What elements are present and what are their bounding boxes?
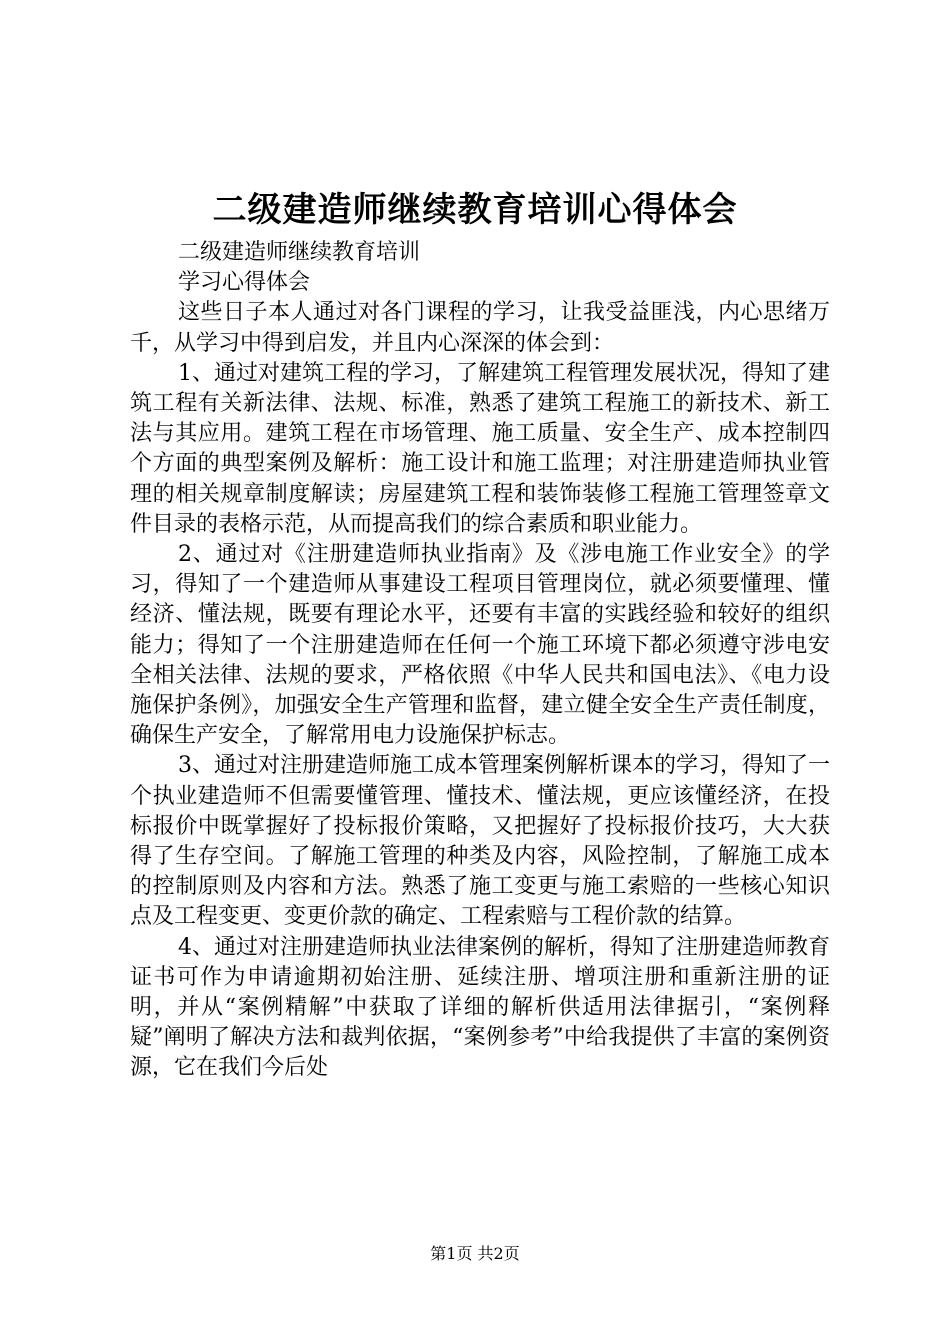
paragraph-2: 2、通过对《注册建造师执业指南》及《涉电施工作业安全》的学习，得知了一个建造师从事建设工程项目管理岗位，就必须要懂理、懂经济、懂法规，既要有理论水平，还要有丰富的实践经验和较好的组织能力；得知了一个注册建造师在任何一个施工环境下都必须遵守涉电安全相关法律、法规的要求，严格依照《中华人民共和国电法》、《电力设施保护条例》，加强安全生产管理和监督，建立健全安全生产责任制度，确保生产安全，了解常用电力设施保护标志。 <box>130 542 830 749</box>
document-body <box>130 238 830 1084</box>
paragraph-1: 1、通过对建筑工程的学习，了解建筑工程管理发展状况，得知了建筑工程有关新法律、法规、标准，熟悉了建筑工程施工的新技术、新工法与其应用。建筑工程在市场管理、施工质量、安全生产、成本控制四个方面的典型案例及解析：施工设计和施工监理；对注册建造师执业管理的相关规章制度解读；房屋建筑工程和装饰装修工程施工管理签章文件目录的表格示范，从而提高我们的综合素质和职业能力。 <box>130 360 830 537</box>
document-title: 二级建造师继续教育培训心得体会 <box>212 190 738 230</box>
paragraph-4: 4、通过对注册建造师执业法律案例的解析，得知了注册建造师教育证书可作为申请逾期初始注册、延续注册、增项注册和重新注册的证明，并从“案例精解”中获取了详细的解析供适用法律据引，“案例释疑”阐明了解决方法和裁判依据，“案例参考”中给我提供了丰富的案例资源，它在我们今后处 <box>130 934 830 1081</box>
paragraph-intro: 这些日子本人通过对各门课程的学习，让我受益匪浅，内心思绪万千，从学习中得到启发，并且内心深深的体会到： <box>130 300 830 356</box>
page-footer: 第1页 共2页 <box>430 1244 520 1263</box>
paragraph-3: 3、通过对注册建造师施工成本管理案例解析课本的学习，得知了一个执业建造师不但需要懂管理、懂技术、懂法规，更应该懂经济，在投标报价中既掌握好了投标报价策略，又把握好了投标报价技巧，大大获得了生存空间。了解施工管理的种类及内容，风险控制，了解施工成本的控制原则及内容和方法。熟悉了施工变更与施工索赔的一些核心知识点及工程变更、变更价款的确定、工程索赔与工程价款的结算。 <box>130 753 830 930</box>
subtitle-line-1: 二级建造师继续教育培训 <box>178 240 421 265</box>
subtitle-line-2: 学习心得体会 <box>178 270 311 296</box>
